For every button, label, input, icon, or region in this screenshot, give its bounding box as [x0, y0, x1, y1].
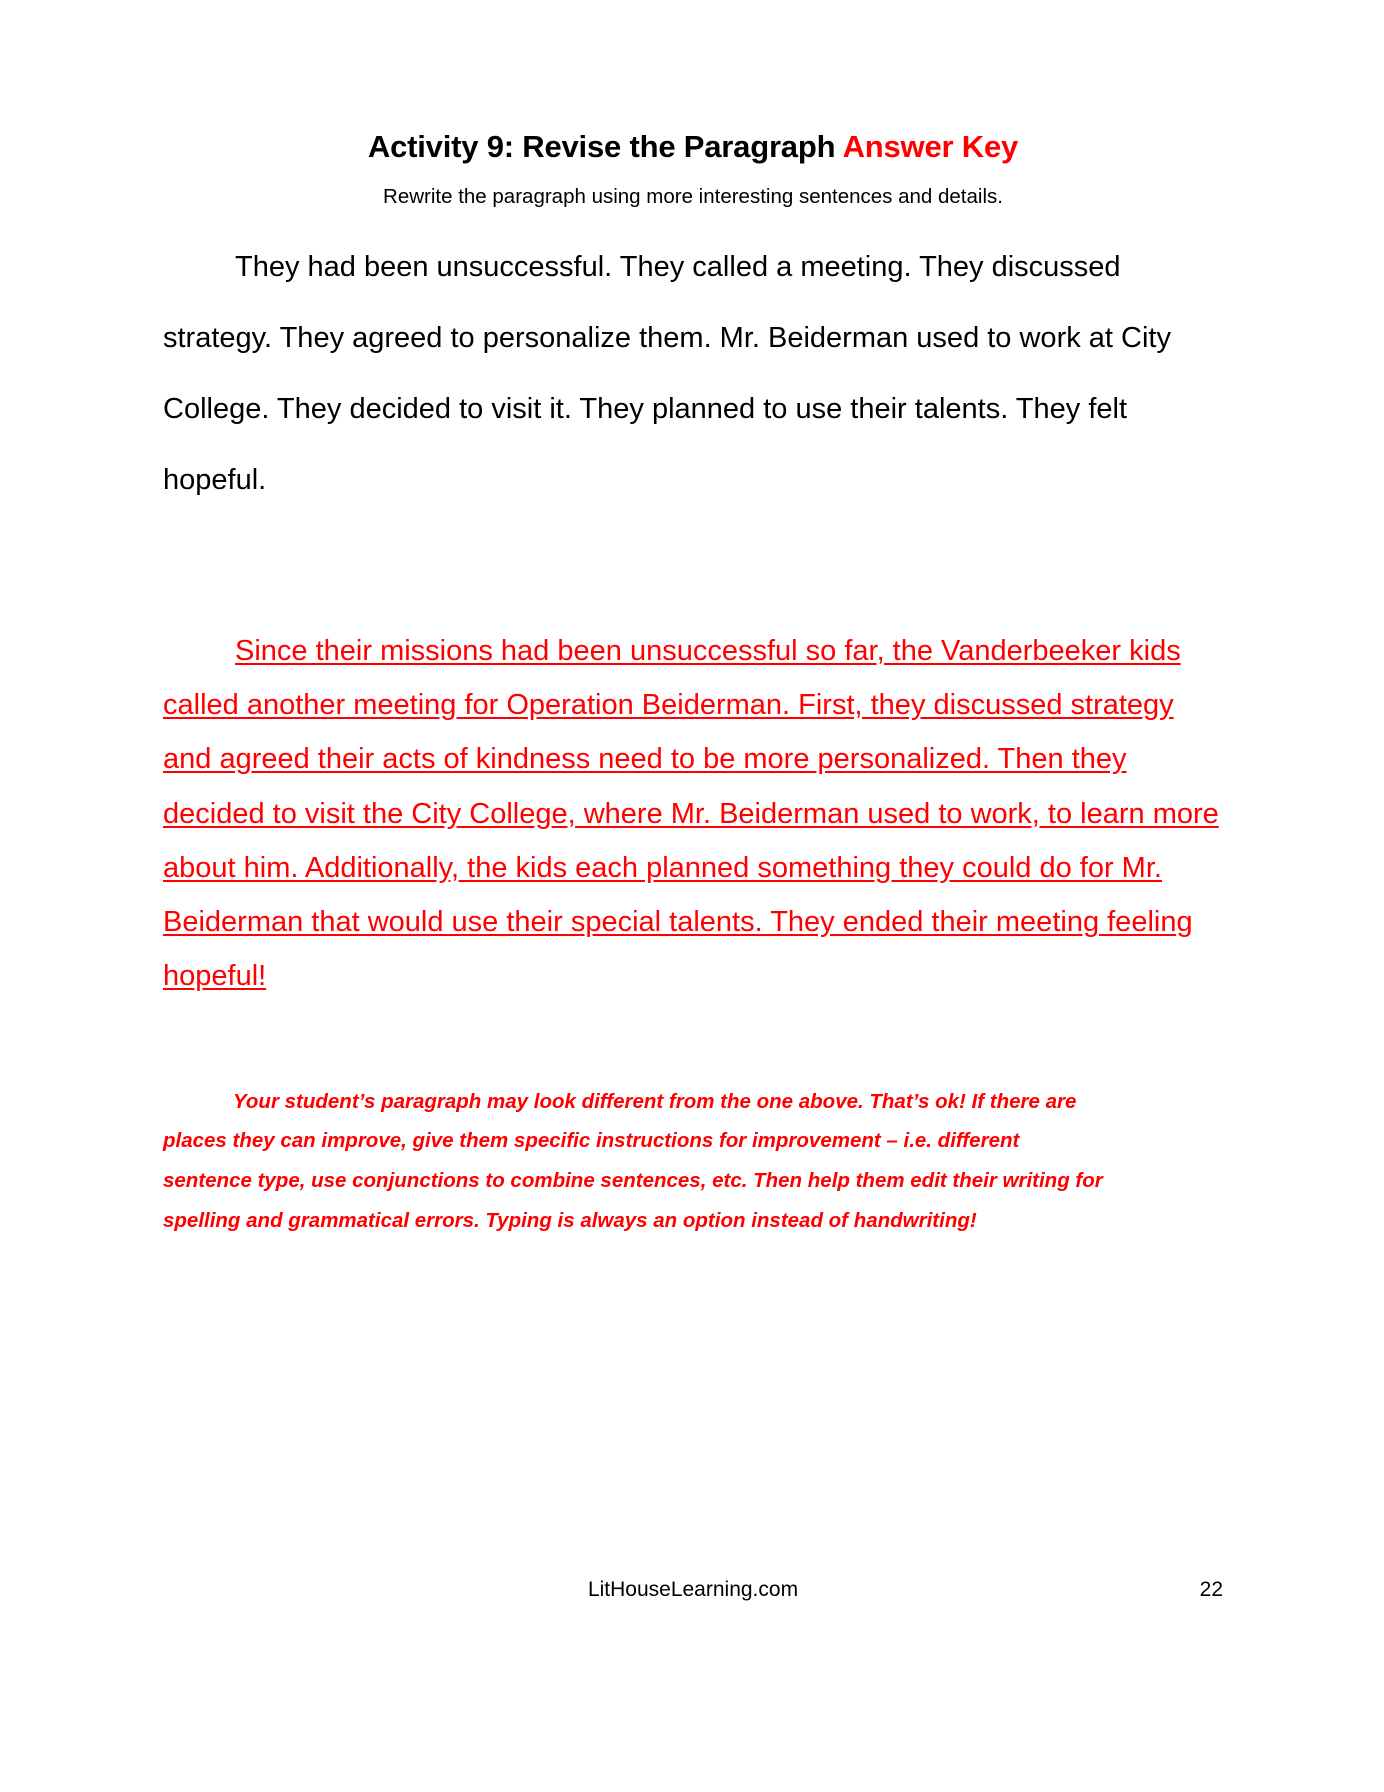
original-paragraph: They had been unsuccessful. They called a meeting. They discussed strategy. They agreed to personalize them. Mr. Beiderman used to work at City College. They decided to visit it. They planned to use their talents. They felt hopeful. — [163, 250, 1171, 496]
page-content — [163, 128, 1223, 1241]
page-title — [163, 128, 1223, 165]
answer-paragraph — [163, 624, 1223, 1004]
teacher-note: Your student’s paragraph may look different from the one above. That’s ok! If there are places they can improve, give them specific instructions for improvement – i.e. different sentence type, use conjunctions to combine sentences, etc. Then help them edit their writing for spelling and grammatical errors. Typing is always an option instead of handwriting! — [163, 1089, 1103, 1233]
footer-site-name: LitHouseLearning.com — [587, 1578, 799, 1601]
page-sheet — [18, 8, 1366, 1778]
page-title-accent: Answer Key — [842, 129, 1019, 164]
page-footer — [163, 1578, 1223, 1608]
footer-page-number: 22 — [1199, 1578, 1223, 1601]
answer-paragraph-text: Since their missions had been unsuccessful so far, the Vanderbeeker kids called another meeting for Operation Beiderman. First, they discussed strategy and agreed their acts of kindness need to be more personalized. Then they decided to visit the City College, where Mr. Beiderman used to work, to learn more about him. Additionally, the kids each planned something they could do for Mr. Beiderman that would use their special talents. They ended their meeting feeling hopeful! — [163, 634, 1219, 993]
page-subtitle: Rewrite the paragraph using more interesting sentences and details. — [383, 185, 1003, 209]
page-title-main: Activity 9: Revise the Paragraph — [367, 129, 843, 164]
